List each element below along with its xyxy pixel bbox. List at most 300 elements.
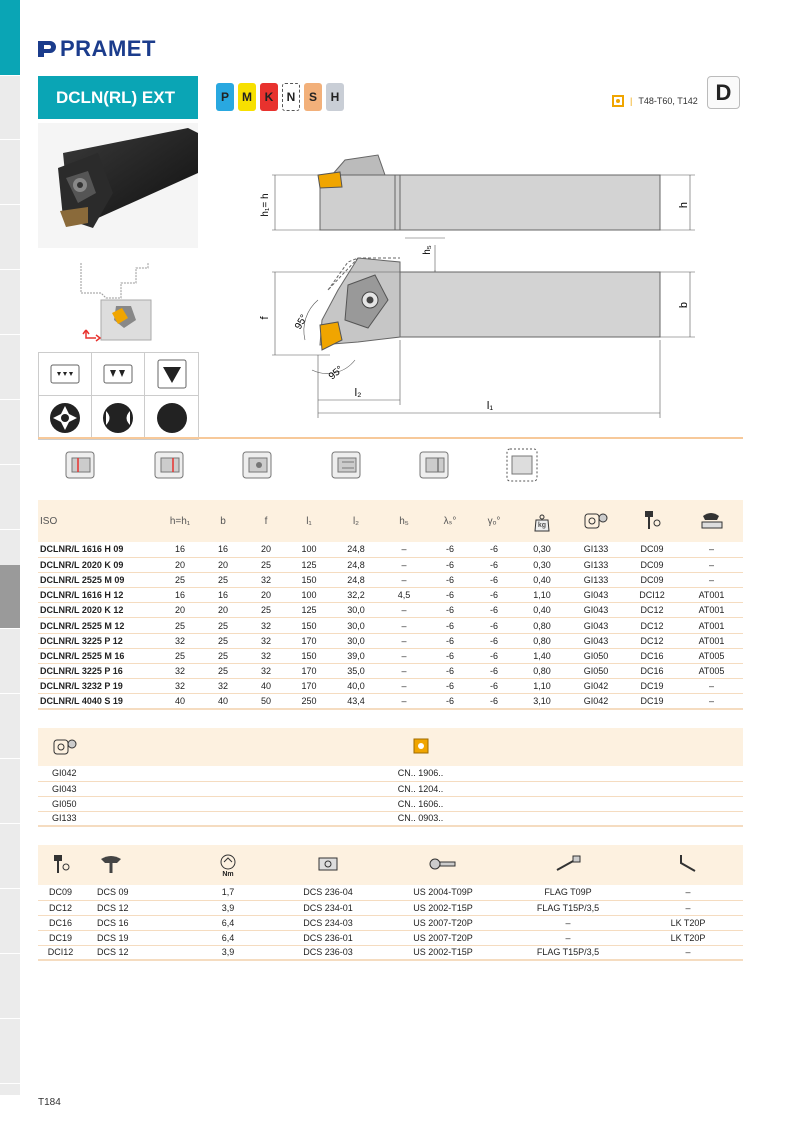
cell-insert: CN.. 1606.. xyxy=(397,798,444,809)
holder-variant-3-icon xyxy=(241,448,273,482)
cell-insert: CN.. 0903.. xyxy=(397,813,444,824)
brand-name: PRAMET xyxy=(60,36,156,61)
clamp-icon xyxy=(641,509,663,531)
cell: 20 xyxy=(174,605,185,616)
holder-variant-6-icon xyxy=(506,448,538,482)
cell: AT005 xyxy=(698,650,725,661)
label-h1h: h₁= h xyxy=(260,193,271,217)
cell: DCS 12 xyxy=(97,902,129,913)
insert-seat-icon xyxy=(583,510,609,530)
cell: -6 xyxy=(489,590,498,601)
cell: DC09 xyxy=(640,544,664,555)
cell: DCS 09 xyxy=(97,887,129,898)
table-row xyxy=(38,648,743,663)
cell: -6 xyxy=(489,666,498,677)
cell: -6 xyxy=(445,559,454,570)
cell: DCS 234-01 xyxy=(303,902,353,913)
cell: – xyxy=(401,544,407,555)
table-row xyxy=(38,945,743,960)
cell-insert: CN.. 1906.. xyxy=(397,768,444,779)
cell: DC12 xyxy=(48,902,72,913)
cell: DCS 236-03 xyxy=(303,947,353,958)
cell: 3,9 xyxy=(221,902,235,913)
label-l2: l₂ xyxy=(354,387,362,399)
product-title: DCLN(RL) EXT xyxy=(38,76,198,119)
cell: 150 xyxy=(301,650,317,661)
cell: -6 xyxy=(445,666,454,677)
cell: – xyxy=(401,650,407,661)
cell: 25 xyxy=(260,559,271,570)
cell: 32,2 xyxy=(347,590,365,601)
cell: -6 xyxy=(489,559,498,570)
col-insert xyxy=(568,500,624,542)
weight-unit-label: kg xyxy=(537,521,547,529)
cell: 4,5 xyxy=(397,590,411,601)
insert-ref-text: T48-T60, T142 xyxy=(638,96,698,106)
cell: – xyxy=(565,932,571,943)
cell: 1,10 xyxy=(533,681,551,692)
cell: 1,40 xyxy=(533,650,551,661)
cell: US 2002-T15P xyxy=(413,902,473,913)
cell: 40 xyxy=(260,681,271,692)
cell: DC19 xyxy=(640,696,664,707)
cell: -6 xyxy=(445,650,454,661)
hex-wrench-icon xyxy=(675,853,701,875)
cell: – xyxy=(401,681,407,692)
col-insert xyxy=(98,728,743,766)
holder-variant-4-icon xyxy=(330,448,362,482)
sidebar-tab[interactable] xyxy=(0,630,20,694)
cell: DCS 236-04 xyxy=(303,887,353,898)
table-row xyxy=(38,811,743,826)
cell: 20 xyxy=(260,590,271,601)
cell: 32 xyxy=(174,666,185,677)
cell: – xyxy=(708,574,714,585)
cell: 0,80 xyxy=(533,620,551,631)
cell: DCS 19 xyxy=(97,932,129,943)
shim-plate-icon xyxy=(315,854,341,874)
cell: 170 xyxy=(301,666,317,677)
table-row xyxy=(38,781,743,796)
col-torque xyxy=(183,845,273,885)
cell: GI050 xyxy=(583,666,609,677)
cell: – xyxy=(708,681,714,692)
cell: 24,8 xyxy=(347,544,365,555)
cell: 3,10 xyxy=(533,696,551,707)
cell: 0,40 xyxy=(533,574,551,585)
label-angle-1: 95° xyxy=(293,312,311,332)
cell: DC12 xyxy=(640,635,664,646)
clamp-icon xyxy=(50,853,72,875)
insert-reference: | T48-T60, T142 xyxy=(612,95,698,107)
col-shim xyxy=(273,845,383,885)
cell: -6 xyxy=(445,635,454,646)
material-badge-n: N xyxy=(282,83,300,111)
cell: US 2007-T20P xyxy=(413,917,473,928)
sidebar-tab-current[interactable] xyxy=(0,565,20,629)
cell: 25 xyxy=(217,620,228,631)
cell: 170 xyxy=(301,635,317,646)
cell: – xyxy=(708,544,714,555)
spare-parts-table xyxy=(38,845,743,961)
cell-iso: DCLNR/L 3225 P 16 xyxy=(40,666,123,677)
table-row xyxy=(38,588,743,603)
label-b: b xyxy=(678,301,690,309)
cell: – xyxy=(685,902,691,913)
sidebar-tab[interactable] xyxy=(0,206,20,270)
cell: – xyxy=(401,620,407,631)
col-screw xyxy=(383,845,503,885)
cell: 6,4 xyxy=(221,917,235,928)
cell: DC12 xyxy=(640,605,664,616)
cell: -6 xyxy=(489,650,498,661)
table-row xyxy=(38,679,743,694)
torque-icon xyxy=(217,853,239,871)
table-row xyxy=(38,572,743,587)
cell-iso: DCLNR/L 2020 K 09 xyxy=(40,559,124,570)
shim-icon xyxy=(699,510,725,530)
material-badges xyxy=(216,83,344,111)
section-letter-badge: D xyxy=(707,76,740,109)
cell: 20 xyxy=(217,559,228,570)
col-clamp xyxy=(624,500,680,542)
holder-variant-5-icon xyxy=(418,448,450,482)
cell: 30,0 xyxy=(347,605,365,616)
holder-variant-1-icon xyxy=(64,448,96,482)
operation-shapes xyxy=(38,352,199,440)
cell: – xyxy=(401,559,407,570)
cell: 32 xyxy=(260,620,271,631)
cell: DC09 xyxy=(48,887,72,898)
cell: FLAG T09P xyxy=(544,887,592,898)
col-iso: ISO xyxy=(40,515,58,527)
cell: 125 xyxy=(301,605,317,616)
cell: 6,4 xyxy=(221,932,235,943)
cell: GI042 xyxy=(583,681,609,692)
cell: GI133 xyxy=(583,574,609,585)
label-l1: l₁ xyxy=(486,400,494,412)
cell: 39,0 xyxy=(347,650,365,661)
cell: 0,80 xyxy=(533,635,551,646)
clamp-screw-icon xyxy=(97,853,125,875)
cell: DC19 xyxy=(48,932,72,943)
screw-icon xyxy=(429,857,457,871)
torque-unit-label: Nm xyxy=(222,870,234,878)
holder-variant-2-icon xyxy=(153,448,185,482)
cell: GI042 xyxy=(583,696,609,707)
sidebar-tab[interactable] xyxy=(0,401,20,465)
col-key xyxy=(503,845,633,885)
table-row xyxy=(38,542,743,557)
sidebar-tab[interactable] xyxy=(0,76,20,140)
cell: -6 xyxy=(445,620,454,631)
cell-iso: DCLNR/L 1616 H 12 xyxy=(40,590,124,601)
cell: 35,0 xyxy=(347,666,365,677)
cell: 100 xyxy=(301,544,317,555)
col-h5: h₅ xyxy=(399,515,409,527)
profile-cross-icon xyxy=(39,396,92,439)
cell: 16 xyxy=(174,590,185,601)
cell: AT001 xyxy=(698,605,725,616)
cell: GI050 xyxy=(583,650,609,661)
cell: 150 xyxy=(301,574,317,585)
cell: DCS 236-01 xyxy=(303,932,353,943)
table-row xyxy=(38,885,743,900)
cell-seat: GI043 xyxy=(52,783,77,794)
product-photo xyxy=(38,123,198,248)
cell: DC16 xyxy=(640,666,664,677)
cell: 30,0 xyxy=(347,635,365,646)
insert-square-icon xyxy=(612,95,624,107)
cell: DC09 xyxy=(640,559,664,570)
insert-seat-icon xyxy=(52,736,78,756)
cell: DC16 xyxy=(640,650,664,661)
cell: GI043 xyxy=(583,635,609,646)
holder-spec-table xyxy=(38,500,743,710)
cell: 40,0 xyxy=(347,681,365,692)
cell: – xyxy=(685,887,691,898)
table-row xyxy=(38,930,743,945)
sidebar-tab[interactable] xyxy=(0,955,20,1019)
cell: 3,9 xyxy=(221,947,235,958)
cell: 25 xyxy=(217,666,228,677)
material-badge-h: H xyxy=(326,83,344,111)
sidebar-tab[interactable] xyxy=(0,760,20,824)
table-row xyxy=(38,633,743,648)
cell: 20 xyxy=(217,605,228,616)
table-row xyxy=(38,900,743,915)
cell: 150 xyxy=(301,620,317,631)
profile-sides-icon xyxy=(92,396,145,439)
cell: GI043 xyxy=(583,605,609,616)
cell: 25 xyxy=(174,620,185,631)
application-diagram xyxy=(76,258,161,348)
page-number: T184 xyxy=(38,1097,61,1108)
table-row xyxy=(38,915,743,930)
light-cut-icon xyxy=(39,353,92,396)
cell: 32 xyxy=(260,666,271,677)
cell: US 2004-T09P xyxy=(413,887,473,898)
sidebar-tab[interactable] xyxy=(0,890,20,954)
cell: 170 xyxy=(301,681,317,692)
cell: -6 xyxy=(445,590,454,601)
cell: 40 xyxy=(217,696,228,707)
cell: DCI12 xyxy=(639,590,665,601)
cell: LK T20P xyxy=(670,917,706,928)
sidebar-tab[interactable] xyxy=(0,1020,20,1084)
sidebar-tab[interactable] xyxy=(0,825,20,889)
label-angle-2: 95° xyxy=(326,364,346,383)
section-sidebar xyxy=(0,0,20,1095)
cell-iso: DCLNR/L 4040 S 19 xyxy=(40,696,123,707)
col-l1: l₁ xyxy=(306,515,312,527)
material-badge-p: P xyxy=(216,83,234,111)
cell: US 2007-T20P xyxy=(413,932,473,943)
cell: -6 xyxy=(489,696,498,707)
cell: -6 xyxy=(445,696,454,707)
cell: 16 xyxy=(217,590,228,601)
sidebar-tab[interactable] xyxy=(0,466,20,530)
cell: -6 xyxy=(445,574,454,585)
cell-seat: GI042 xyxy=(52,768,77,779)
cell: -6 xyxy=(445,681,454,692)
col-clamp xyxy=(38,845,83,885)
cell: 32 xyxy=(174,681,185,692)
cell: 1,7 xyxy=(221,887,235,898)
cell: -6 xyxy=(489,620,498,631)
sidebar-tab[interactable] xyxy=(0,271,20,335)
col-shim xyxy=(680,500,743,542)
cell: 43,4 xyxy=(347,696,365,707)
cell: FLAG T15P/3,5 xyxy=(536,902,600,913)
cell: DC16 xyxy=(48,917,72,928)
cell: 32 xyxy=(260,650,271,661)
cell: 25 xyxy=(260,605,271,616)
cell: 20 xyxy=(260,544,271,555)
cell: 32 xyxy=(260,574,271,585)
material-badge-s: S xyxy=(304,83,322,111)
cell: 25 xyxy=(217,635,228,646)
cell: 0,80 xyxy=(533,666,551,677)
cell: FLAG T15P/3,5 xyxy=(536,947,600,958)
col-weight xyxy=(516,500,568,542)
cell: AT001 xyxy=(698,590,725,601)
cell-iso: DCLNR/L 3225 P 12 xyxy=(40,635,123,646)
cell: 24,8 xyxy=(347,559,365,570)
cell: 24,8 xyxy=(347,574,365,585)
col-b: b xyxy=(220,515,226,527)
cell: 0,30 xyxy=(533,544,551,555)
cell: 25 xyxy=(174,650,185,661)
cell: – xyxy=(708,696,714,707)
divider xyxy=(38,437,743,439)
sidebar-tab[interactable] xyxy=(0,695,20,759)
table-row xyxy=(38,603,743,618)
col-lambda: λₛ° xyxy=(443,515,457,527)
cell: -6 xyxy=(489,635,498,646)
label-h: h xyxy=(678,201,690,209)
cell: 32 xyxy=(260,635,271,646)
cell: 25 xyxy=(174,574,185,585)
cell: 250 xyxy=(301,696,317,707)
table-row xyxy=(38,664,743,679)
cell: 25 xyxy=(217,574,228,585)
cell: – xyxy=(401,635,407,646)
cell: AT001 xyxy=(698,620,725,631)
cell: 16 xyxy=(174,544,185,555)
cell: – xyxy=(708,559,714,570)
cell: -6 xyxy=(445,605,454,616)
cell: 20 xyxy=(174,559,185,570)
table-header-row xyxy=(38,500,743,542)
col-l2: l₂ xyxy=(352,515,360,527)
cell: AT001 xyxy=(698,635,725,646)
heavy-cut-icon xyxy=(145,353,198,396)
cell: 50 xyxy=(260,696,271,707)
cell: 125 xyxy=(301,559,317,570)
cell: -6 xyxy=(489,544,498,555)
sidebar-tab[interactable] xyxy=(0,336,20,400)
cell: US 2002-T15P xyxy=(413,947,473,958)
cell: DCS 12 xyxy=(97,947,129,958)
cell: – xyxy=(685,947,691,958)
cell: – xyxy=(401,574,407,585)
cell-seat: GI050 xyxy=(52,798,77,809)
technical-drawing xyxy=(250,150,700,420)
label-h5: h₅ xyxy=(422,245,433,255)
sidebar-tab-active[interactable] xyxy=(0,0,20,76)
cell: 0,30 xyxy=(533,559,551,570)
insert-seat-table xyxy=(38,728,743,827)
col-gamma: γₒ° xyxy=(487,515,501,527)
col-h: h=h₁ xyxy=(169,515,191,527)
cell-insert: CN.. 1204.. xyxy=(397,783,444,794)
label-f: f xyxy=(259,316,271,320)
cell: DC09 xyxy=(640,574,664,585)
profile-round-icon xyxy=(145,396,198,439)
cell: 30,0 xyxy=(347,620,365,631)
table-row xyxy=(38,557,743,572)
holder-variants xyxy=(38,443,743,489)
material-badge-m: M xyxy=(238,83,256,111)
cell: GI043 xyxy=(583,620,609,631)
insert-rhombic-icon xyxy=(411,736,431,756)
cell: 100 xyxy=(301,590,317,601)
sidebar-tab[interactable] xyxy=(0,141,20,205)
table-row xyxy=(38,796,743,811)
table-header-row xyxy=(38,845,743,885)
table-row xyxy=(38,766,743,781)
cell: GI133 xyxy=(583,559,609,570)
cell-iso: DCLNR/L 2525 M 16 xyxy=(40,650,125,661)
cell: – xyxy=(565,917,571,928)
cell: 32 xyxy=(174,635,185,646)
table-header-row xyxy=(38,728,743,766)
cell: -6 xyxy=(489,681,498,692)
col-wrench xyxy=(633,845,743,885)
cell: – xyxy=(401,605,407,616)
cell: LK T20P xyxy=(670,932,706,943)
cell: GI043 xyxy=(583,590,609,601)
cell-seat: GI133 xyxy=(52,813,77,824)
cell: DCI12 xyxy=(47,947,74,958)
cell-iso: DCLNR/L 2020 K 12 xyxy=(40,605,124,616)
cell: 1,10 xyxy=(533,590,551,601)
table-row xyxy=(38,694,743,709)
cell: – xyxy=(401,666,407,677)
cell: 25 xyxy=(217,650,228,661)
flag-key-icon xyxy=(553,854,583,874)
cell-iso: DCLNR/L 1616 H 09 xyxy=(40,544,124,555)
cell: -6 xyxy=(445,544,454,555)
col-f: f xyxy=(264,515,268,527)
cell: AT005 xyxy=(698,666,725,677)
brand-logo xyxy=(36,36,156,62)
cell: 32 xyxy=(217,681,228,692)
cell: 40 xyxy=(174,696,185,707)
cell-iso: DCLNR/L 2525 M 12 xyxy=(40,620,125,631)
cell: -6 xyxy=(489,605,498,616)
cell: – xyxy=(401,696,407,707)
cell: -6 xyxy=(489,574,498,585)
col-clamp-screw xyxy=(83,845,183,885)
medium-cut-icon xyxy=(92,353,145,396)
cell: 16 xyxy=(217,544,228,555)
cell-iso: DCLNR/L 3232 P 19 xyxy=(40,681,123,692)
cell: DC12 xyxy=(640,620,664,631)
material-badge-k: K xyxy=(260,83,278,111)
table-row xyxy=(38,618,743,633)
